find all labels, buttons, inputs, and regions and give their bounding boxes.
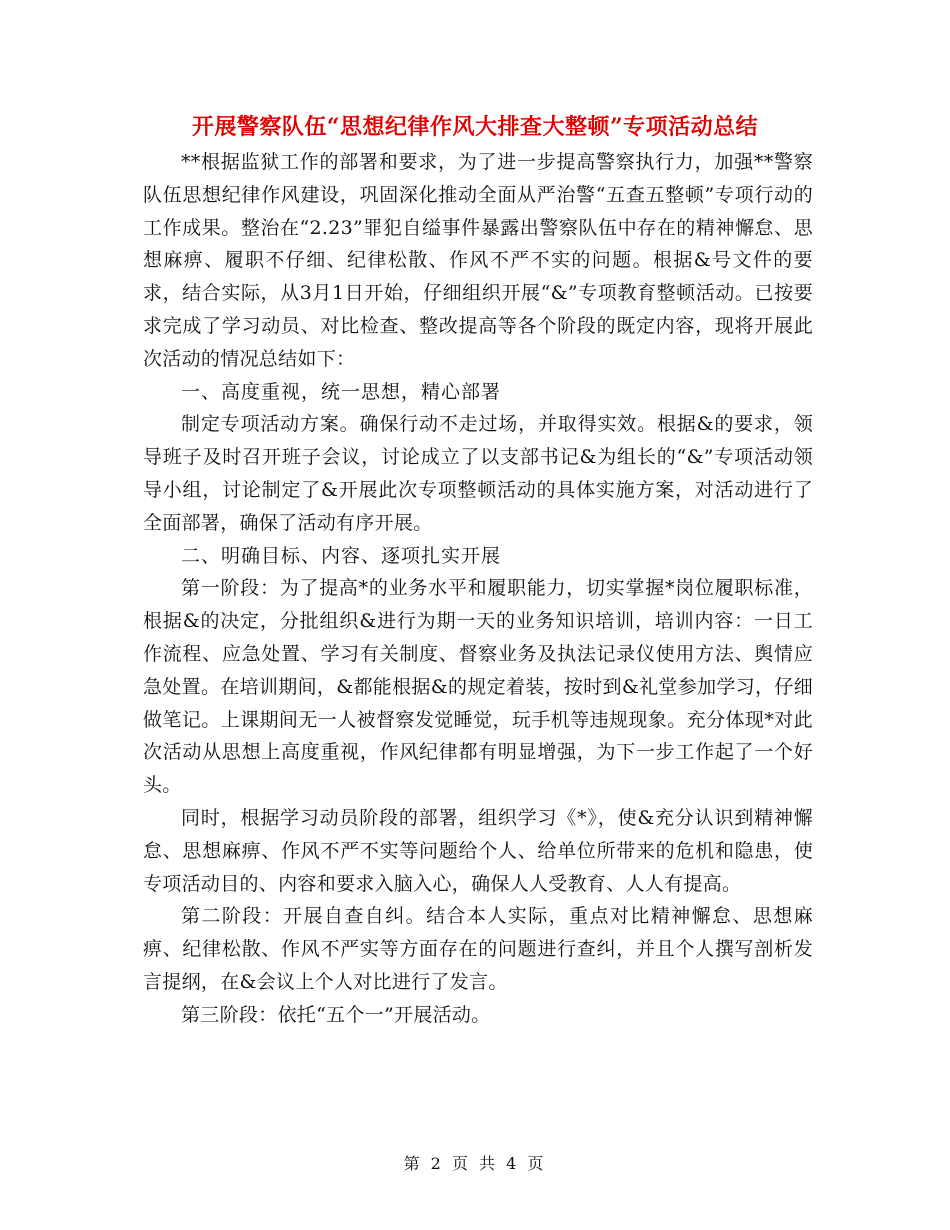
intro-paragraph: **根据监狱工作的部署和要求，为了进一步提高警察执行力，加强**警察队伍思想纪律作风建设，巩固深化推动全面从严治警“五查五整顿”专项行动的工作成果。整治在“2.23”罪犯自缢事件暴露出警察队伍中存在的精神懈怠、思想麻痹、履职不仔细、纪律松散、作风不严不实的问题。根据&号文件的要求，结合实际，从3月1日开始，仔细组织开展“&”专项教育整顿活动。已按要求完成了学习动员、对比检查、整改提高等各个阶段的既定内容，现将开展此次活动的情况总结如下： [143, 151, 813, 370]
body-paragraph: 第三阶段：依托“五个一”开展活动。 [181, 1003, 491, 1026]
body-paragraph: 制定专项活动方案。确保行动不走过场，并取得实效。根据&的要求，领导班子及时召开班子会议，讨论成立了以支部书记&为组长的“&”专项活动领导小组，讨论制定了&开展此次专项整顿活动的具体实施方案，对活动进行了全面部署，确保了活动有序开展。 [143, 413, 813, 534]
body-paragraph: 同时，根据学习动员阶段的部署，组织学习《*》，使&充分认识到精神懈怠、思想麻痹、作风不严不实等问题给个人、给单位所带来的危机和隐患，使专项活动目的、内容和要求入脑入心，确保人人受教育、人人有提高。 [143, 806, 813, 895]
body-paragraph: 第二阶段：开展自查自纠。结合本人实际，重点对比精神懈怠、思想麻痹、纪律松散、作风不严实等方面存在的问题进行查纠，并且个人撰写剖析发言提纲，在&会议上个人对比进行了发言。 [143, 905, 813, 993]
document-title: 开展警察队伍“思想纪律作风大排查大整顿”专项活动总结 [191, 114, 759, 140]
page-number-footer: 第 2 页 共 4 页 [403, 1154, 547, 1173]
body-paragraph: 第一阶段：为了提高*的业务水平和履职能力，切实掌握*岗位履职标准，根据&的决定，分批组织&进行为期一天的业务知识培训，培训内容：一日工作流程、应急处置、学习有关制度、督察业务及执法记录仪使用方法、舆情应急处置。在培训期间，&都能根据&的规定着装，按时到&礼堂参加学习，仔细做笔记。上课期间无一人被督察发觉睡觉，玩手机等违规现象。充分体现*对此次活动从思想上高度重视，作风纪律都有明显增强，为下一步工作起了一个好头。 [143, 577, 813, 797]
section-heading-1: 一、高度重视，统一思想，精心部署 [181, 380, 502, 403]
document-body [143, 146, 813, 1032]
section-heading-2: 二、明确目标、内容、逐项扎实开展 [181, 544, 502, 567]
